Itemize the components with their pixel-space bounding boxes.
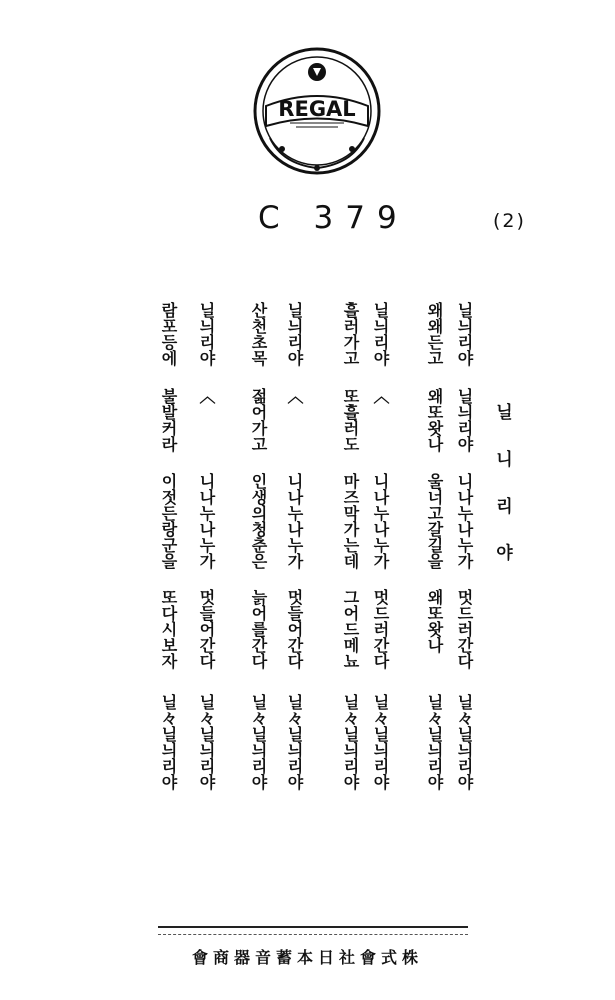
side-number: (2) [493, 210, 526, 232]
lyric-phrase: 닐々닐늬리야 [159, 694, 178, 791]
lyric-phrase: 젊어가고 [249, 387, 268, 452]
regal-label-logo [252, 46, 382, 176]
lyric-phrase: 닐늬리야 [285, 302, 304, 366]
lyric-phrase: 인생의청춘은 [249, 473, 268, 570]
lyric-phrase: 〈 [285, 387, 304, 404]
lyric-phrase: 멋들어간다 [285, 588, 304, 669]
lyric-phrase: 닐々닐늬리야 [455, 694, 474, 791]
lyric-phrase: 또흘러도 [341, 387, 360, 452]
lyric-phrase: 마즈막가는데 [341, 473, 360, 570]
lyric-phrase: 닐늬리야 [455, 302, 474, 366]
lyric-phrase: 니나누나누가 [455, 473, 474, 570]
catalog-number: C 379 [258, 200, 409, 236]
lyric-phrase: 닐々닐늬리야 [341, 694, 360, 791]
lyric-phrase: 닐늬리야 [371, 302, 390, 366]
lyric-phrase: 산천초목 [249, 302, 268, 366]
lyric-phrase: 멋드러간다 [371, 588, 390, 669]
lyric-column-6 [250, 302, 266, 804]
lyric-phrase: 〈 [371, 387, 390, 404]
lyric-phrase: 니나누나누가 [285, 473, 304, 570]
lyric-phrase: 닐々닐늬리야 [285, 694, 304, 791]
lyric-phrase: 닐늬리야 [197, 302, 216, 366]
lyric-column-1 [456, 302, 472, 804]
lyric-phrase: 닐々닐늬리야 [371, 694, 390, 791]
lyric-column-7 [198, 302, 214, 804]
label-brand: REGAL [278, 97, 356, 121]
lyric-phrase: 왜왜든고 [425, 302, 444, 366]
lyric-phrase: 울너고갈길을 [425, 473, 444, 570]
lyric-phrase: 멋들어간다 [197, 588, 216, 669]
lyric-phrase: 니나누나누가 [371, 473, 390, 570]
lyric-column-4 [342, 302, 358, 804]
lyric-phrase: 왜또왓나 [425, 588, 444, 653]
lyric-phrase: 〈 [197, 387, 216, 404]
lyric-phrase: 닐々닐늬리야 [249, 694, 268, 791]
lyric-phrase: 불발커라 [159, 387, 178, 452]
lyric-phrase: 닐늬리야 [455, 387, 474, 452]
publisher-name: 會商器音蓄本日社會式株 [191, 948, 423, 967]
lyric-phrase: 멋드러간다 [455, 588, 474, 669]
lyric-phrase: 왜또왓나 [425, 387, 444, 452]
lyric-phrase: 닐々닐늬리야 [197, 694, 216, 791]
lyric-phrase: 닐々닐늬리야 [425, 694, 444, 791]
lyric-column-2 [426, 302, 442, 804]
lyric-phrase: 니나누나누가 [197, 473, 216, 570]
lyric-phrase: 람포등에 [159, 302, 178, 366]
song-title: 닐 니 리 야 [492, 403, 512, 573]
lyric-column-5 [286, 302, 302, 804]
lyric-phrase: 그어드메뇨 [341, 588, 360, 669]
lyric-phrase: 이젓든랑군을 [159, 473, 178, 570]
lyric-column-8 [160, 302, 176, 804]
footer-rule [158, 926, 468, 935]
lyric-column-3 [372, 302, 388, 804]
lyric-phrase: 또다시보자 [159, 588, 178, 669]
lyric-phrase: 늙어를간다 [249, 588, 268, 669]
lyric-phrase: 흘러가고 [341, 302, 360, 366]
